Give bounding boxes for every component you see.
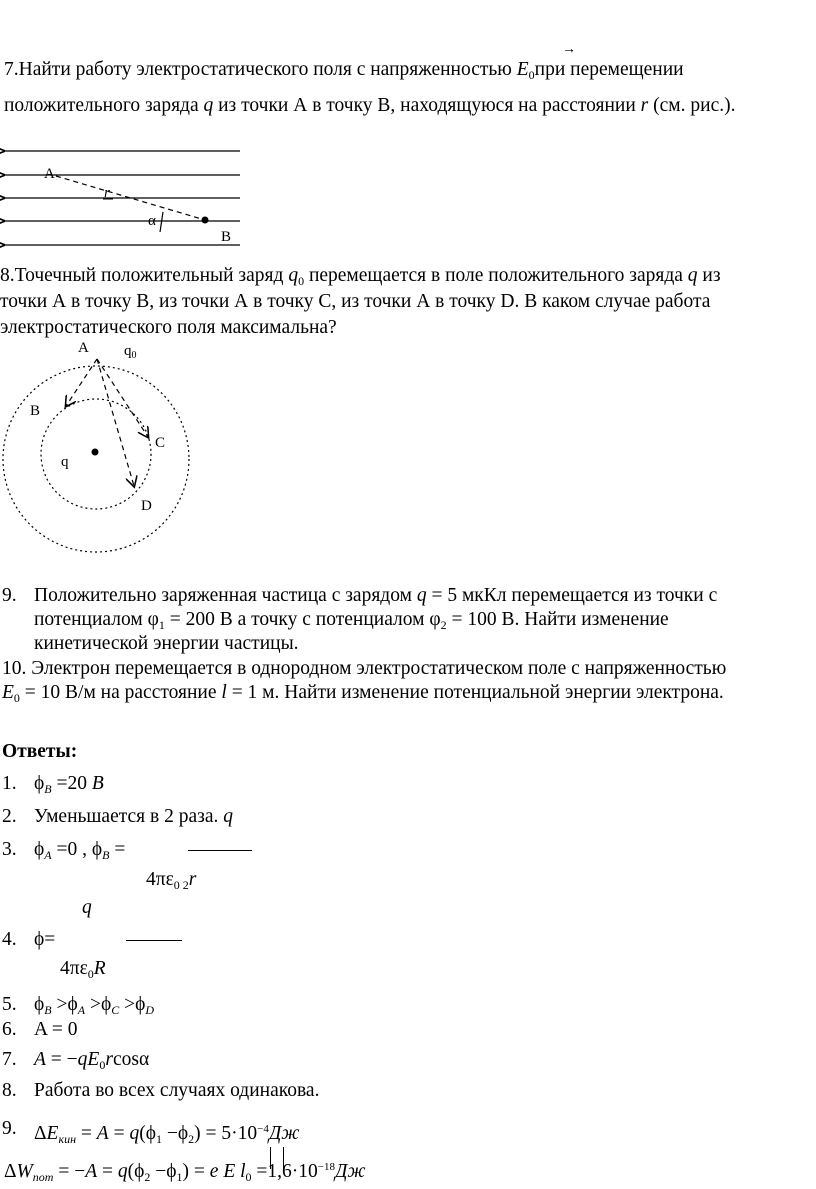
answer-3-denominator: $4\pi\varepsilon_{0 2}r$	[146, 869, 197, 892]
abs-bar-left	[270, 1147, 271, 1169]
label-a: A	[44, 166, 55, 182]
answer-2-number: 2.	[2, 806, 17, 827]
problem-10-line-2: $E_0 = 10$ В/м на расстояние l = 1 м. Найти изменение потенциальной энергии электрона.	[2, 682, 724, 705]
equipotential-figure	[0, 334, 200, 574]
problem-7-line-1: 7.Найти работу электростатического поля с напряженностью $E_0при$ перемещении	[4, 59, 684, 82]
point-b-dot	[202, 217, 209, 224]
answer-4-denominator: $4\pi\varepsilon_0R$	[60, 958, 106, 981]
answer-1-number: 1.	[2, 773, 17, 794]
path-a-to-c	[97, 359, 148, 437]
answer-5: $\phi_B >\phi_A >\phi_C >\phi_D$	[34, 994, 155, 1017]
answer-3: $\phi_A =0$ , $\phi_B$ =	[34, 839, 126, 862]
problem-9-line-1: Положительно заряженная частица с зарядом q = 5 мкКл перемещается из точки с	[34, 585, 718, 606]
path-a-to-d	[97, 359, 134, 486]
answer-6: A = 0	[34, 1019, 78, 1040]
problem-10-line-1: 10. Электрон перемещается в однородном электростатическом поле с напряженностью	[2, 658, 727, 679]
label-q0: $q_0$	[124, 343, 137, 361]
label-q: q	[61, 454, 69, 470]
answers-heading: Ответы:	[2, 741, 78, 762]
answer-8: Работа во всех случаях одинакова.	[34, 1080, 320, 1101]
problem-9-line-2: потенциалом $\varphi_1 = 200$ В а точку с потенциалом $\varphi_2 = 100$ В. Найти изменение	[34, 609, 669, 632]
problem-7-line-2: положительного заряда q из точки А в точку В, находящуюся на расстоянии r (см. рис.).	[4, 95, 736, 116]
label-alpha: α	[148, 213, 156, 229]
label-b: B	[30, 403, 41, 419]
vector-arrow-mark: →	[562, 42, 576, 57]
answer-2: Уменьшается в 2 раза. q	[34, 806, 233, 827]
answer-8-number: 8.	[2, 1080, 17, 1101]
answer-9: $\Delta E_{кин} = A = q(\phi_1 -\phi_2) = 5\cdot 10^{-4}Дж$	[34, 1123, 300, 1146]
label-a: A	[78, 340, 89, 356]
answer-6-number: 6.	[2, 1019, 17, 1040]
outer-equipotential-circle	[3, 366, 189, 552]
answer-4: ϕ=	[34, 929, 56, 950]
problem-8-line-2: точки А в точку В, из точки А в точку С, из точки А в точку D. В каком случае работа	[0, 291, 711, 312]
answer-7-number: 7.	[2, 1049, 17, 1070]
problem-8-line-1: 8.Точечный положительный заряд $q_0$ перемещается в поле положительного заряда q из	[0, 265, 721, 288]
answer-10: $\Delta W_{пот} = -A = q(\phi_2 -\phi_1) = e$ E $l_0 =1,6\cdot 10^{-18}Дж$	[4, 1161, 366, 1184]
answer-4-number: 4.	[2, 929, 17, 950]
answer-4-numerator: q	[82, 897, 92, 918]
problem-9-number: 9.	[2, 585, 17, 606]
angle-arc-mark	[160, 212, 163, 232]
charge-q-dot	[92, 449, 99, 456]
abs-bar-right	[283, 1147, 284, 1169]
answer-1: $\phi_B =20$ B	[34, 773, 104, 796]
label-r: r	[104, 185, 110, 201]
problem-8-line-3: электростатического поля максимальна?	[0, 317, 337, 338]
field-lines-figure	[0, 140, 250, 252]
answer-4-fraction-bar	[126, 940, 182, 941]
label-b: B	[221, 229, 232, 245]
answer-3-fraction-bar	[188, 850, 252, 851]
label-d: D	[141, 498, 152, 514]
problem-9-line-3: кинетической энергии частицы.	[34, 633, 299, 654]
answer-9-number: 9.	[2, 1118, 17, 1139]
answer-5-number: 5.	[2, 994, 17, 1015]
answer-7: $A = -qE_0rcos\alpha$	[34, 1049, 150, 1072]
label-c: C	[155, 435, 166, 451]
answer-3-number: 3.	[2, 839, 17, 860]
